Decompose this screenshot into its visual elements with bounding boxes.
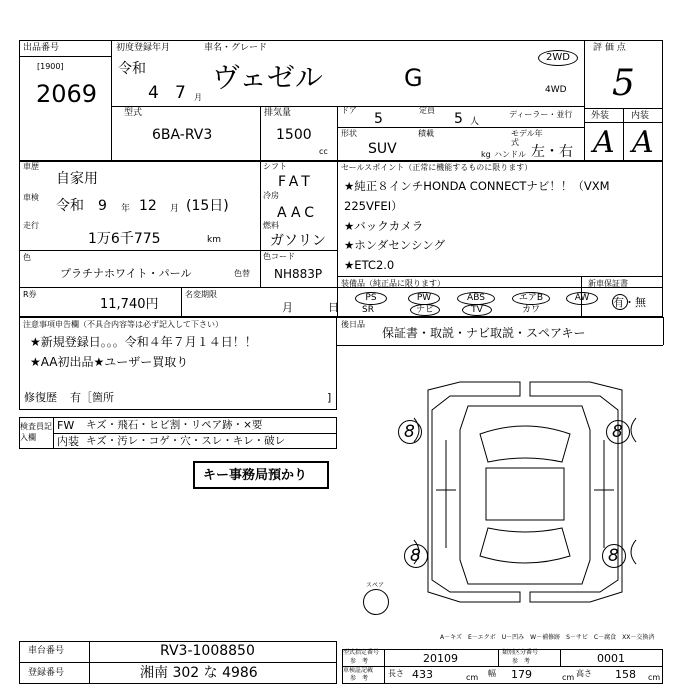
shape-value: SUV: [368, 141, 397, 157]
fuel-value: ガソリン: [270, 233, 326, 249]
color-label: 色: [23, 253, 31, 262]
drive-4wd: 4WD: [545, 85, 567, 95]
type-code-label: 型式指定番号: [343, 649, 380, 656]
key-box: [193, 461, 329, 489]
color-code: NH883P: [274, 267, 323, 281]
damage-legend: A－キズ E－エクボ U－凹み W－補修跡 S－サビ C－腐食 XX－交換済: [440, 634, 655, 641]
tire-value: 8: [410, 546, 421, 566]
divider: [663, 317, 664, 345]
ext-label: 外装: [591, 111, 610, 121]
spare-label: スペア: [366, 582, 385, 589]
car-diagram: [390, 370, 660, 610]
divider: [337, 276, 663, 277]
sales-point-label: セールスポイント（正常に機能するものに限ります）: [341, 163, 533, 172]
chassis-value: RV3-1008850: [160, 643, 255, 659]
sales-line: ★純正８インチHONDA CONNECTナビ！！（VXM: [344, 179, 610, 193]
shift-label: シフト: [263, 162, 287, 171]
spare-tire: [363, 589, 389, 615]
width-unit: cm: [562, 673, 575, 682]
sales-line: ★ETC2.0: [344, 258, 395, 272]
title-value: 月 日: [282, 301, 351, 314]
divider: [560, 649, 561, 666]
capacity-unit: 人: [470, 117, 480, 127]
displacement-label: 排気量: [264, 108, 292, 118]
color-code-label: 色コード: [263, 252, 295, 261]
int-label: 内装: [631, 111, 650, 121]
length-unit: cm: [466, 673, 479, 682]
doors-label: ドア: [341, 106, 357, 115]
first-reg-month-unit: 月: [194, 93, 202, 102]
divider: [181, 287, 182, 317]
lot-sub: [1900]: [37, 62, 64, 71]
divider: [53, 433, 337, 434]
notes-line: ★AA初出品★ユーザー買取り: [30, 355, 189, 369]
car-name: ヴェゼル: [212, 61, 323, 94]
model-year-label: モデル年式: [511, 129, 543, 147]
score-label: 評 価 点: [593, 43, 626, 53]
shift-value: FAT: [278, 174, 314, 190]
mileage-label: 走行: [23, 221, 39, 230]
divider: [19, 56, 111, 57]
width-label: 幅: [488, 669, 496, 678]
divider: [19, 662, 337, 663]
divider: [111, 40, 112, 161]
equip-tv: TV: [462, 304, 492, 316]
divider: [337, 127, 584, 128]
divider: [260, 106, 261, 161]
divider: [623, 108, 624, 161]
grade: G: [404, 64, 423, 92]
ext-grade: A: [593, 125, 615, 160]
sales-line: ★バックカメラ: [344, 219, 424, 233]
shaken-m: 月: [170, 204, 180, 214]
handle-value: 左・右: [531, 144, 573, 160]
model-label: 車名・グレード: [204, 43, 268, 53]
tire-value: 8: [612, 422, 623, 442]
equip-abs: ABS: [457, 292, 495, 305]
recycle-value: 11,740円: [100, 297, 159, 312]
title-label: 名変期限: [185, 290, 217, 299]
repair-label: 修復歴: [24, 391, 57, 404]
equip-ps: PS: [355, 292, 387, 305]
inspector-fw: FW: [57, 419, 75, 432]
mileage-value: 1万6千775: [88, 231, 161, 247]
ac-label: 冷房: [263, 191, 279, 200]
length-value: 433: [412, 668, 433, 681]
int-grade: A: [632, 125, 654, 160]
capacity-value: 5: [454, 111, 463, 127]
class-sub: 参 考: [512, 658, 531, 665]
usage-value: 自家用: [56, 171, 98, 187]
score-value: 5: [612, 63, 635, 104]
guarantee-label: 新車保証書: [588, 279, 628, 288]
shaken-day: (15日): [186, 198, 229, 214]
reg-value: 湘南 302 な 4986: [140, 665, 258, 681]
attached-label: 後日品: [341, 320, 365, 329]
size-label: 車検証記載: [343, 667, 374, 674]
tire-value: 8: [404, 422, 415, 442]
guarantee-circle: [612, 294, 628, 310]
height-value: 158: [615, 668, 636, 681]
first-reg-month: 7: [175, 83, 186, 103]
divider: [260, 161, 261, 287]
inspector-fw-line: キズ・飛石・ヒビ割・リペア跡・×要: [86, 419, 263, 431]
equip-airbag: エアB: [512, 292, 550, 305]
color-swap-label: 色替: [234, 269, 250, 278]
shaken-month: 12: [139, 198, 157, 214]
cc-unit: cc: [319, 147, 328, 156]
equip-leather: カワ: [522, 305, 541, 315]
height-unit: cm: [648, 673, 661, 682]
type-code-value: 20109: [423, 652, 458, 665]
usage-label: 車歴: [23, 162, 39, 171]
dealer-label: ディーラー・並行: [509, 110, 573, 119]
sales-line: 225VFEI）: [344, 199, 403, 213]
divider: [19, 250, 337, 251]
type-code-sub: 参 考: [350, 658, 369, 665]
type-label: 型式: [124, 108, 143, 118]
shaken-label: 車検: [23, 193, 39, 202]
height-label: 高さ: [576, 669, 592, 678]
shaken-y: 年: [121, 204, 131, 214]
notes-line: ★新規登録日。。。令和４年７月１４日！！: [30, 335, 257, 349]
first-reg-label: 初度登録年月: [116, 43, 171, 53]
equipment-label: 装備品（純正品に限ります）: [341, 279, 445, 288]
attached-value: 保証書・取説・ナビ取説・スペアキー: [382, 326, 586, 340]
displacement-value: 1500: [276, 127, 312, 143]
equip-pw: PW: [408, 292, 440, 305]
lot-label: 出品番号: [23, 43, 60, 53]
mileage-unit: km: [207, 235, 221, 245]
first-reg-year: 4: [148, 83, 159, 103]
divider: [342, 666, 663, 667]
width-value: 179: [511, 668, 532, 681]
class-value: 0001: [597, 652, 625, 665]
reg-label: 登録番号: [28, 668, 65, 678]
chassis-label: 車台番号: [28, 646, 65, 656]
first-reg-era: 令和: [118, 61, 146, 77]
tire-value: 8: [608, 546, 619, 566]
divider: [384, 649, 385, 684]
fuel-label: 燃料: [263, 221, 279, 230]
notes-label: 注意事項申告欄（不具合内容等は必ず記入して下さい）: [23, 320, 223, 329]
load-label: 積載: [418, 129, 434, 138]
inspector-label: 検査員記入欄: [20, 422, 52, 442]
recycle-label: R券: [23, 290, 37, 299]
shaken-era: 令和: [56, 198, 84, 214]
divider: [584, 40, 585, 161]
class-label: 類別区分番号: [502, 649, 539, 656]
kg-unit: kg: [481, 150, 491, 159]
divider: [498, 649, 499, 666]
equip-sr: SR: [362, 305, 374, 315]
divider: [337, 345, 663, 346]
shaken-year: 9: [98, 198, 107, 214]
sales-line: ★ホンダセンシング: [344, 238, 446, 252]
equip-navi: ナビ: [410, 304, 440, 316]
doors-value: 5: [374, 111, 383, 127]
inspector-int-line: キズ・汚レ・コゲ・穴・スレ・キレ・破レ: [86, 435, 286, 447]
handle-label: ハンドル: [494, 150, 526, 159]
repair-value: 有［箇所: [70, 391, 114, 404]
shape-label: 形状: [341, 129, 357, 138]
type-value: 6BA-RV3: [152, 127, 213, 143]
repair-bracket: ]: [327, 391, 332, 404]
capacity-label: 定員: [419, 106, 435, 115]
inspector-int: 内装: [57, 435, 79, 448]
divider: [337, 161, 338, 317]
equip-aw: AW: [566, 292, 598, 305]
drive-2wd: 2WD: [538, 50, 578, 66]
color-value: プラチナホワイト・パール: [60, 267, 192, 280]
key-box-text: キー事務局預かり: [203, 468, 308, 483]
length-label: 長さ: [388, 669, 404, 678]
divider: [89, 641, 90, 684]
size-sub: 参 考: [350, 675, 369, 682]
divider: [337, 106, 338, 161]
lot-number: 2069: [36, 80, 98, 108]
guarantee-value: 有・無: [613, 296, 646, 309]
ac-value: AAC: [277, 205, 319, 221]
